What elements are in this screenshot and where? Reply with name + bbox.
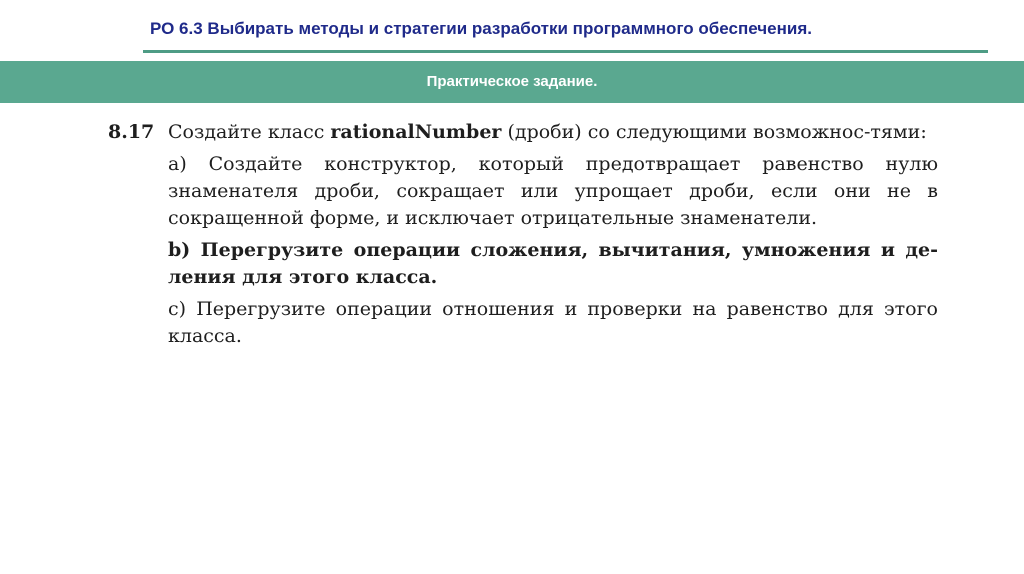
- slide-title: РО 6.3 Выбирать методы и стратегии разработки программного обеспечения.: [150, 19, 812, 38]
- title-divider: [143, 50, 988, 53]
- section-banner: [0, 61, 1024, 103]
- task-item-a: a) Создайте конструктор, который предотвращает равенство нулю знаменателя дроби, сокращает или упрощает дроби, если они не в сокращенной форме, и исключает отрицательные знаменатели.: [168, 153, 938, 229]
- task-number: 8.17: [108, 121, 155, 143]
- task-intro: [168, 119, 938, 146]
- task-item-b: b) Перегрузите операции сложения, вычитания, умножения и де-ления для этого класса.: [168, 239, 938, 288]
- task-class-name: rationalNumber: [330, 121, 502, 143]
- section-banner-label: Практическое задание.: [426, 73, 598, 90]
- task-item-c: c) Перегрузите операции отношения и проверки на равенство для этого класса.: [168, 298, 938, 347]
- task-intro-suffix: (дроби) со следующими возможнос-тями:: [501, 121, 927, 143]
- task-block: [108, 119, 938, 350]
- task-intro-prefix: Создайте класс: [168, 121, 331, 143]
